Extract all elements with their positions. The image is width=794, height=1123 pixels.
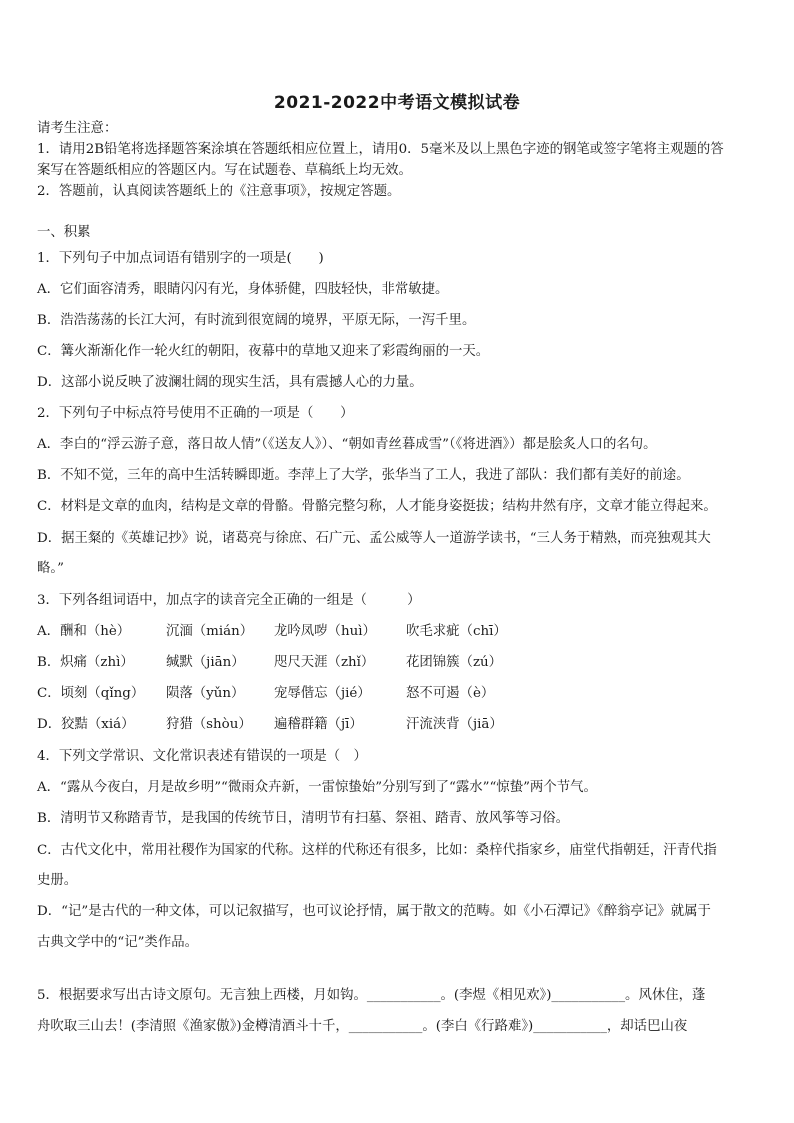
question-4-option-b: B．清明节又称踏青节，是我国的传统节日，清明节有扫墓、祭祖、踏青、放风筝等习俗。 — [37, 811, 570, 826]
option-cell: 汗流浃背（jiā） — [406, 717, 503, 732]
question-2-option-a: A．李白的“浮云游子意，落日故人情”（《送友人》）、“朝如青丝暮成雪”（《将进酒》）都是脍炙人口的名句。 — [37, 437, 657, 452]
question-2-option-d-line-1: D．据王粲的《英雄记抄》说，诸葛亮与徐庶、石广元、孟公威等人一道游学读书，“三人务于精熟，而亮独观其大 — [37, 531, 711, 546]
option-cell: 缄默（jiān） — [166, 655, 245, 670]
question-5-line-2: 舟吹取三山去！(李清照《渔家傲》)金樽清酒斗十千，___________。(李白《行路难》)___________，却话巴山夜 — [37, 1019, 688, 1034]
question-4-option-c-line-2: 史册。 — [37, 873, 78, 888]
option-cell: B．炽痛（zhì） — [37, 655, 134, 670]
section-heading: 一、积累 — [37, 225, 91, 240]
option-cell: 陨落（yǔn） — [166, 686, 245, 701]
question-4-option-a: A．“露从今夜白，月是故乡明”“微雨众卉新，一雷惊蛰始”分别写到了“露水”“惊蛰”两个节气。 — [37, 780, 597, 795]
option-cell: C．顷刻（qǐng） — [37, 686, 145, 701]
question-2-option-d-line-2: 略。” — [37, 561, 64, 576]
question-2-stem: 2．下列句子中标点符号使用不正确的一项是（ ） — [37, 406, 354, 421]
question-2-option-c: C．材料是文章的血肉，结构是文章的骨骼。骨骼完整匀称，人才能身姿挺拔；结构井然有序，文章才能立得起来。 — [37, 499, 717, 514]
question-3-stem: 3．下列各组词语中，加点字的读音完全正确的一组是（ ） — [37, 593, 421, 608]
notice-line-3: 2．答题前，认真阅读答题纸上的《注意事项》，按规定答题。 — [37, 184, 401, 199]
question-3-option-row — [37, 683, 494, 705]
notice-heading: 请考生注意： — [37, 121, 118, 136]
question-4-option-d-line-2: 古典文学中的“记”类作品。 — [37, 935, 198, 950]
notice-line-2: 案写在答题纸相应的答题区内。写在试题卷、草稿纸上均无效。 — [37, 163, 412, 178]
option-cell: 怒不可遏（è） — [406, 686, 495, 701]
question-3-option-row — [37, 714, 503, 736]
option-cell: 龙吟凤哕（huì） — [274, 624, 376, 639]
question-3-option-row — [37, 621, 507, 643]
question-3-option-row — [37, 652, 502, 674]
question-4-stem: 4．下列文学常识、文化常识表述有错误的一项是（ ） — [37, 749, 367, 764]
option-cell: 沉湎（mián） — [166, 624, 254, 639]
question-1-option-b: B．浩浩荡荡的长江大河，有时流到很宽阔的境界，平原无际，一泻千里。 — [37, 313, 476, 328]
question-4-option-c-line-1: C．古代文化中，常用社稷作为国家的代称。这样的代称还有很多，比如：桑梓代指家乡，庙堂代指朝廷，汗青代指 — [37, 843, 717, 858]
option-cell: 遍稽群籍（jī） — [274, 717, 363, 732]
question-1-option-d: D．这部小说反映了波澜壮阔的现实生活，具有震撼人心的力量。 — [37, 375, 423, 390]
question-4-option-d-line-1: D．“记”是古代的一种文体，可以记叙描写，也可议论抒情，属于散文的范畴。如《小石潭记》《醉翁亭记》就属于 — [37, 904, 711, 919]
option-cell: 狩猎（shòu） — [166, 717, 252, 732]
option-cell: A．酬和（hè） — [37, 624, 131, 639]
question-2-option-b: B．不知不觉，三年的高中生活转瞬即逝。李萍上了大学，张华当了工人，我进了部队：我们都有美好的前途。 — [37, 468, 690, 483]
notice-line-1: 1．请用2B铅笔将选择题答案涂填在答题纸相应位置上，请用0．5毫米及以上黑色字迹的钢笔或签字笔将主观题的答 — [37, 142, 724, 157]
question-5-line-1: 5．根据要求写出古诗文原句。无言独上西楼，月如钩。___________。(李煜《相见欢》)___________。风休住，蓬 — [37, 988, 706, 1003]
question-1-stem: 1．下列句子中加点词语有错别字的一项是( ) — [37, 251, 324, 266]
option-cell: 宠辱偕忘（jié） — [274, 686, 371, 701]
option-cell: 吹毛求疵（chī） — [406, 624, 507, 639]
question-1-option-c: C．篝火渐渐化作一轮火红的朝阳，夜幕中的草地又迎来了彩霞绚丽的一天。 — [37, 344, 490, 359]
option-cell: D．狡黠（xiá） — [37, 717, 135, 732]
page-title: 2021-2022中考语文模拟试卷 — [273, 93, 521, 113]
option-cell: 咫尺天涯（zhǐ） — [274, 655, 375, 670]
question-1-option-a: A．它们面容清秀，眼睛闪闪有光，身体骄健，四肢轻快，非常敏捷。 — [37, 282, 449, 297]
option-cell: 花团锦簇（zú） — [406, 655, 503, 670]
